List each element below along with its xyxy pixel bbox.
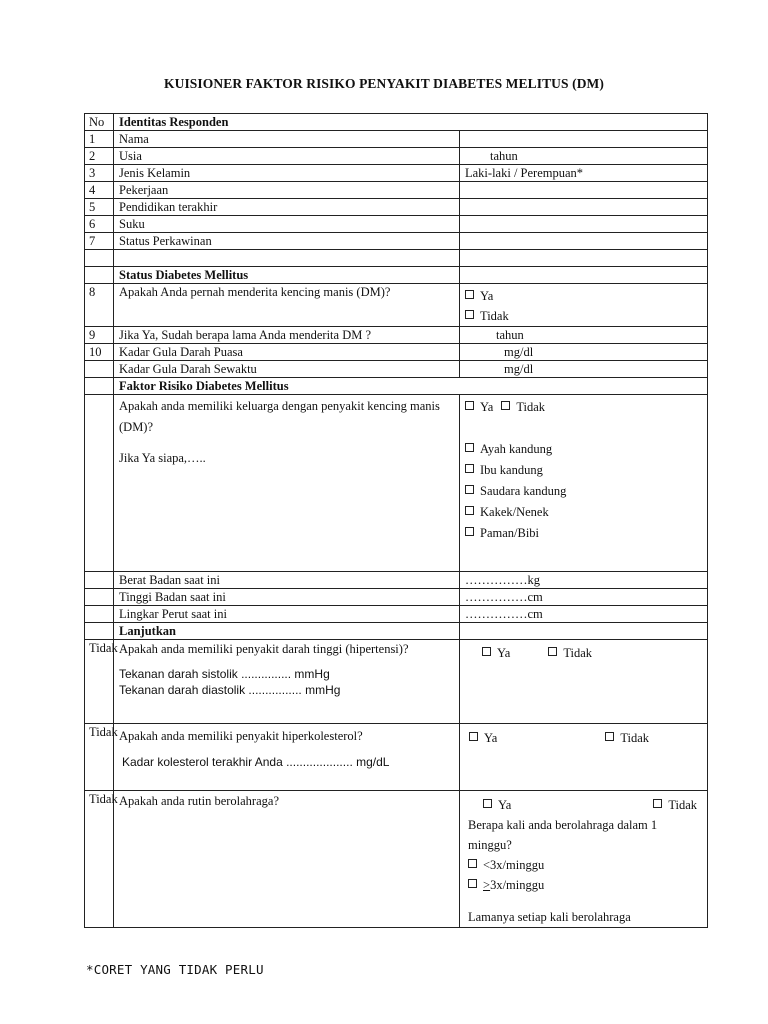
checkbox-icon	[468, 879, 477, 888]
table-row	[85, 131, 708, 148]
question-family-followup: Jika Ya siapa,…..	[119, 451, 206, 465]
answer-field-status-perkawinan[interactable]	[460, 233, 708, 250]
question-q16: Apakah anda rutin berolahraga?	[114, 791, 460, 928]
row-number: 6	[85, 216, 114, 233]
checkbox-icon	[501, 401, 510, 410]
questionnaire-table	[84, 113, 708, 928]
table-row	[85, 216, 708, 233]
table-row	[85, 640, 708, 724]
row-number: 5	[85, 199, 114, 216]
header-no: No	[85, 114, 114, 131]
checkbox-icon	[465, 527, 474, 536]
section-row	[85, 267, 708, 284]
section-status-dm: Status Diabetes Mellitus	[114, 267, 460, 284]
checkbox-icon	[483, 799, 492, 808]
row-number: Tidak	[85, 640, 114, 724]
table-row	[85, 395, 708, 572]
table-row	[85, 361, 708, 378]
row-number: Tidak	[85, 724, 114, 791]
family-option-ya[interactable]: Ya	[465, 397, 493, 418]
checkbox-icon	[468, 859, 477, 868]
row-number: 4	[85, 182, 114, 199]
answer-field-q10[interactable]: mg/dl	[460, 344, 708, 361]
checkbox-icon	[465, 290, 474, 299]
q15-option-tidak[interactable]: Tidak	[605, 730, 649, 746]
q14-option-tidak[interactable]: Tidak	[548, 645, 592, 661]
checkbox-icon	[465, 506, 474, 515]
table-header-row	[85, 114, 708, 131]
row-number: 8	[85, 284, 114, 327]
q16-option-ya[interactable]: Ya	[483, 795, 511, 815]
field-label-jenis-kelamin: Jenis Kelamin	[114, 165, 460, 182]
q16-duration-label: Lamanya setiap kali berolahraga	[468, 910, 631, 924]
q16-yes-no	[468, 795, 707, 815]
table-row	[85, 148, 708, 165]
q15-option-ya[interactable]: Ya	[469, 730, 497, 746]
checkbox-icon	[465, 464, 474, 473]
row-number: 2	[85, 148, 114, 165]
section-faktor-risiko: Faktor Risiko Diabetes Mellitus	[114, 378, 708, 395]
checkbox-icon	[465, 485, 474, 494]
answer-field-lingkar-perut[interactable]: ……………cm	[460, 606, 708, 623]
row-number: Tidak	[85, 791, 114, 928]
table-row	[85, 791, 708, 928]
row-number: 10	[85, 344, 114, 361]
q8-option-ya[interactable]: Ya	[465, 286, 707, 306]
field-label-suku: Suku	[114, 216, 460, 233]
q16-frequency-question: Berapa kali anda berolahraga dalam 1 minggu?	[468, 818, 658, 852]
family-option-tidak[interactable]: Tidak	[501, 397, 545, 418]
table-row	[85, 344, 708, 361]
answer-field-tinggi-badan[interactable]: ……………cm	[460, 589, 708, 606]
field-label-pendidikan: Pendidikan terakhir	[114, 199, 460, 216]
q14-systolic-field[interactable]: Tekanan darah sistolik ............... mmHg	[119, 667, 330, 681]
family-option-paman-bibi[interactable]: Paman/Bibi	[465, 523, 707, 544]
question-q14: Apakah anda memiliki penyakit darah tinggi (hipertensi)?	[119, 642, 409, 656]
q14-diastolic-field[interactable]: Tekanan darah diastolik ................ mmHg	[119, 683, 341, 697]
q15-cholesterol-field[interactable]: Kadar kolesterol terakhir Anda .................... mg/dL	[122, 755, 390, 769]
field-label-usia: Usia	[114, 148, 460, 165]
section-lanjutkan: Lanjutkan	[114, 623, 460, 640]
question-q8: Apakah Anda pernah menderita kencing manis (DM)?	[114, 284, 460, 327]
field-label-tinggi-badan: Tinggi Badan saat ini	[114, 589, 460, 606]
empty-row	[85, 250, 708, 267]
field-label-status-perkawinan: Status Perkawinan	[114, 233, 460, 250]
answer-field-suku[interactable]	[460, 216, 708, 233]
question-q10: Kadar Gula Darah Puasa	[114, 344, 460, 361]
checkbox-icon	[548, 647, 557, 656]
q16-option-tidak[interactable]: Tidak	[653, 795, 697, 815]
answer-field-berat-badan[interactable]: ……………kg	[460, 572, 708, 589]
answer-field-q9[interactable]: tahun	[460, 327, 708, 344]
row-number: 9	[85, 327, 114, 344]
checkbox-icon	[465, 310, 474, 319]
family-option-saudara[interactable]: Saudara kandung	[465, 481, 707, 502]
family-option-ibu[interactable]: Ibu kandung	[465, 460, 707, 481]
checkbox-icon	[465, 401, 474, 410]
field-label-lingkar-perut: Lingkar Perut saat ini	[114, 606, 460, 623]
answer-field-pekerjaan[interactable]	[460, 182, 708, 199]
answer-field-nama[interactable]	[460, 131, 708, 148]
table-row	[85, 327, 708, 344]
family-yes-no	[465, 397, 707, 418]
form-title: KUISIONER FAKTOR RISIKO PENYAKIT DIABETES MELITUS (DM)	[164, 76, 604, 91]
family-option-kakek-nenek[interactable]: Kakek/Nenek	[465, 502, 707, 523]
table-row	[85, 606, 708, 623]
checkbox-icon	[482, 647, 491, 656]
checkbox-icon	[469, 732, 478, 741]
family-option-ayah[interactable]: Ayah kandung	[465, 439, 707, 460]
table-row	[85, 572, 708, 589]
table-row	[85, 284, 708, 327]
footnote: *CORET YANG TIDAK PERLU	[86, 962, 264, 977]
q14-option-ya[interactable]: Ya	[482, 645, 510, 661]
answer-field-pendidikan[interactable]	[460, 199, 708, 216]
table-row	[85, 182, 708, 199]
checkbox-icon	[605, 732, 614, 741]
section-row	[85, 378, 708, 395]
question-q15: Apakah anda memiliki penyakit hiperkolesterol?	[119, 729, 363, 743]
table-row	[85, 199, 708, 216]
question-family-dm: Apakah anda memiliki keluarga dengan penyakit kencing manis (DM)?	[119, 399, 440, 434]
q16-option-more-3[interactable]: >3x/minggu	[468, 875, 707, 895]
table-row	[85, 589, 708, 606]
question-q9: Jika Ya, Sudah berapa lama Anda menderita DM ?	[114, 327, 460, 344]
row-number: 7	[85, 233, 114, 250]
field-label-nama: Nama	[114, 131, 460, 148]
field-label-pekerjaan: Pekerjaan	[114, 182, 460, 199]
answer-field-jenis-kelamin[interactable]: Laki-laki / Perempuan*	[460, 165, 708, 182]
q16-option-less-3[interactable]: <3x/minggu	[468, 855, 707, 875]
checkbox-icon	[653, 799, 662, 808]
checkbox-icon	[465, 443, 474, 452]
answer-field-usia[interactable]: tahun	[460, 148, 708, 165]
q8-option-tidak[interactable]: Tidak	[465, 306, 707, 326]
table-row	[85, 233, 708, 250]
answer-field-q10b[interactable]: mg/dl	[460, 361, 708, 378]
section-row	[85, 623, 708, 640]
question-q10b: Kadar Gula Darah Sewaktu	[114, 361, 460, 378]
table-row	[85, 165, 708, 182]
table-row	[85, 724, 708, 791]
row-number: 1	[85, 131, 114, 148]
row-number: 3	[85, 165, 114, 182]
field-label-berat-badan: Berat Badan saat ini	[114, 572, 460, 589]
section-identity: Identitas Responden	[114, 114, 708, 131]
